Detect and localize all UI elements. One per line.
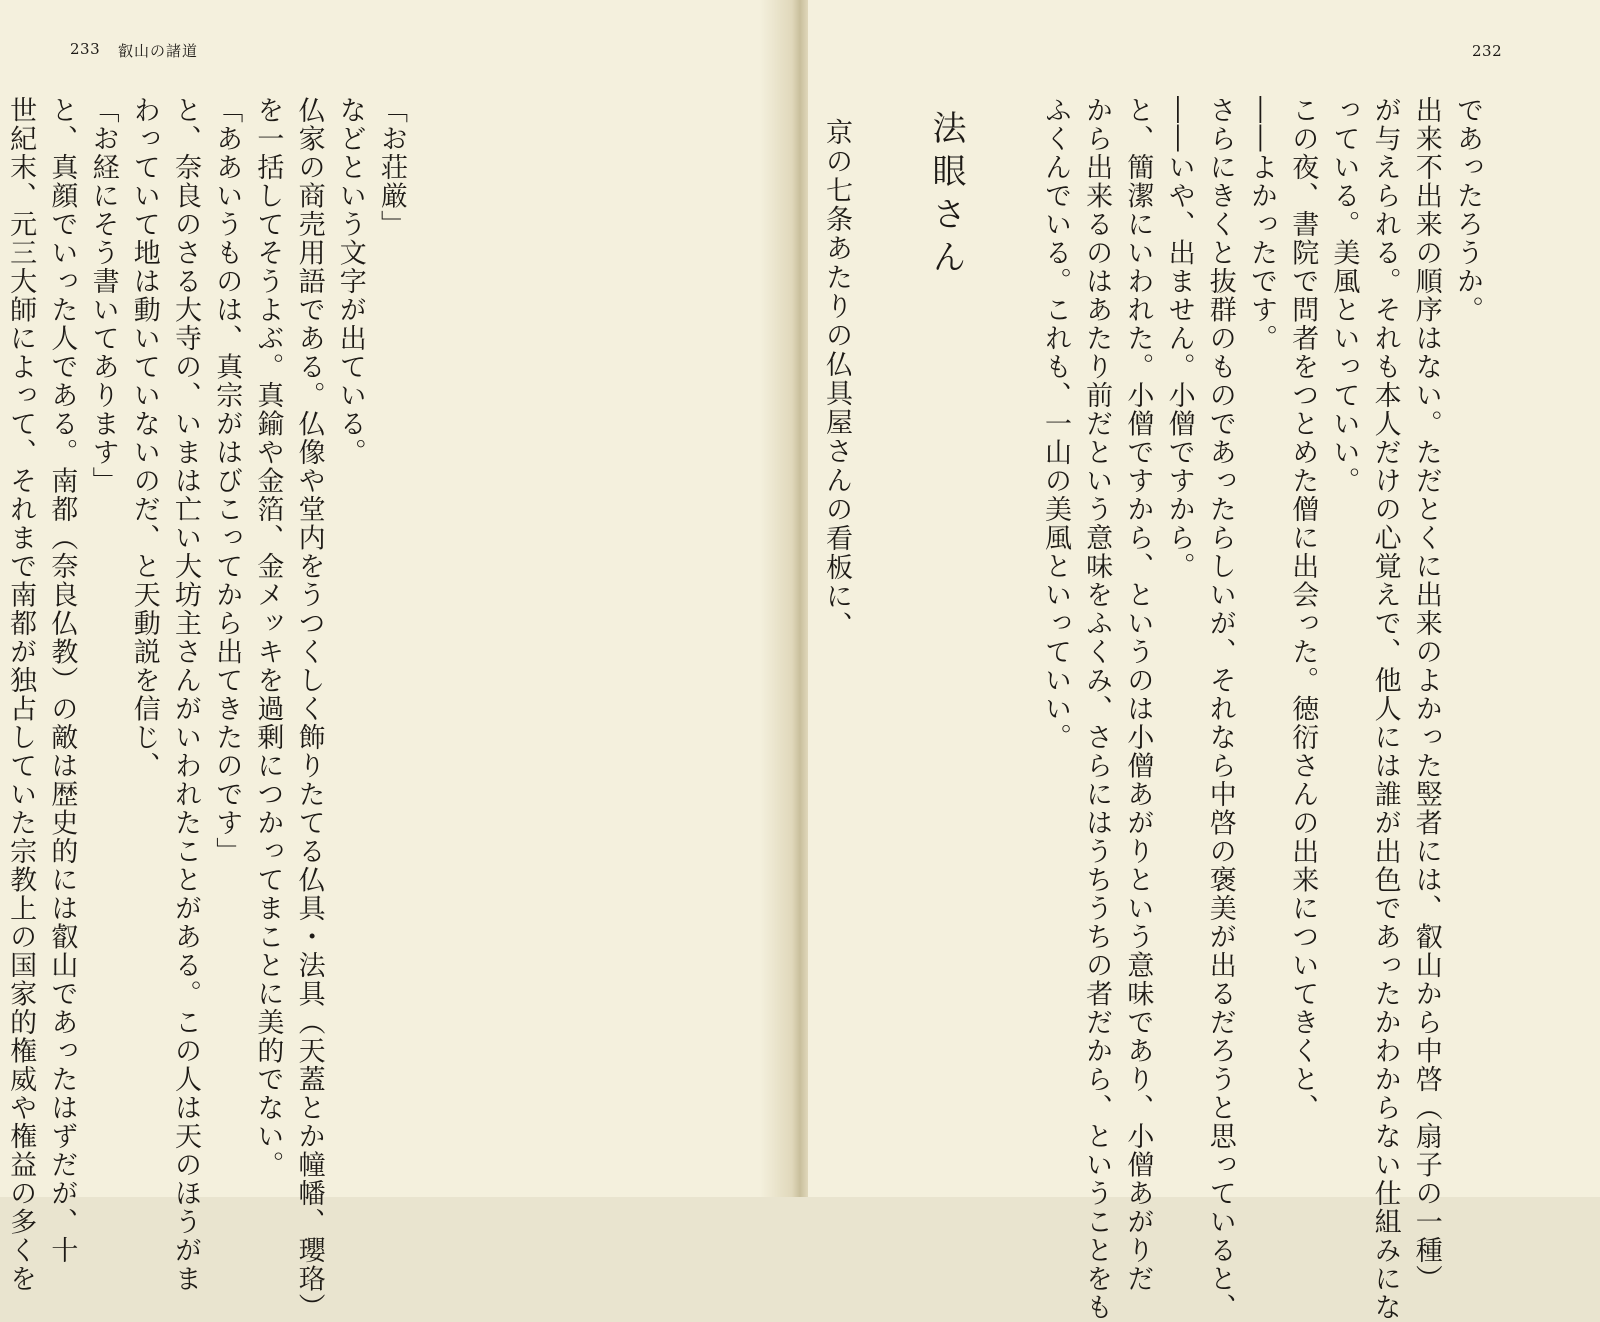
running-title: 叡山の諸道 bbox=[118, 42, 199, 60]
text-column: などという文字が出ている。 bbox=[334, 96, 366, 467]
page-number-right: 232 bbox=[1472, 42, 1503, 60]
page-number-left: 233 bbox=[70, 40, 101, 58]
text-column: が与えられる。それも本人だけの心覚えで、他人には誰が出色であったかわからない仕組みにな bbox=[1369, 96, 1401, 1322]
text-column: 「お経にそう書いてあります」 bbox=[87, 96, 119, 495]
text-column: と、簡潔にいわれた。小僧ですから、というのは小僧あがりという意味であり、小僧あがりだ bbox=[1122, 96, 1154, 1293]
text-column: 仏家の商売用語である。仏像や堂内をうつくしく飾りたてる仏具・法具（天蓋とか幢幡、瓔珞） bbox=[293, 96, 325, 1322]
left-page bbox=[0, 0, 792, 1322]
text-column: この夜、書院で問者をつとめた僧に出会った。徳衍さんの出来についてきくと、 bbox=[1287, 96, 1319, 1122]
text-column: 世紀末、元三大師によって、それまで南都が独占していた宗教上の国家的権威や権益の多くを bbox=[5, 96, 37, 1293]
text-column: ――いや、出ません。小僧ですから。 bbox=[1163, 96, 1195, 581]
text-column: 出来不出来の順序はない。ただとくに出来のよかった竪者には、叡山から中啓（扇子の一種） bbox=[1410, 96, 1442, 1293]
text-column: であったろうか。 bbox=[1452, 96, 1483, 324]
text-column: ――よかったです。 bbox=[1245, 96, 1277, 353]
text-column: ふくんでいる。これも、一山の美風といっていい。 bbox=[1039, 96, 1071, 752]
right-page bbox=[808, 0, 1600, 1322]
text-column: っている。美風といっていい。 bbox=[1328, 96, 1360, 495]
section-title: 法眼さん bbox=[926, 110, 966, 282]
text-column: さらにきくと抜群のものであったらしいが、それなら中啓の褒美が出るだろうと思っていると、 bbox=[1204, 96, 1236, 1322]
text-column: 「お荘厳」 bbox=[376, 96, 407, 239]
text-column: 「ああいうものは、真宗がはびこってから出てきたのです」 bbox=[211, 96, 243, 866]
text-column: と、真顔でいった人である。南都（奈良仏教）の敵は歴史的には叡山であったはずだが、十 bbox=[46, 96, 78, 1265]
right-body-text bbox=[1035, 96, 1488, 1322]
text-column: と、奈良のさる大寺の、いまは亡い大坊主さんがいわれたことがある。この人は天のほうがま bbox=[169, 96, 201, 1293]
text-column: わっていて地は動いていないのだ、と天動説を信じ、 bbox=[128, 96, 160, 780]
left-body-text bbox=[0, 96, 412, 1322]
text-column: を一括してそうよぶ。真鍮や金箔、金メッキを過剰につかってまことに美的でない。 bbox=[252, 96, 284, 1179]
text-column: から出来るのはあたり前だという意味をふくみ、さらにはうちうちの者だから、ということをも bbox=[1081, 96, 1113, 1322]
epigraph: 京の七条あたりの仏具屋さんの看板に、 bbox=[821, 118, 852, 640]
